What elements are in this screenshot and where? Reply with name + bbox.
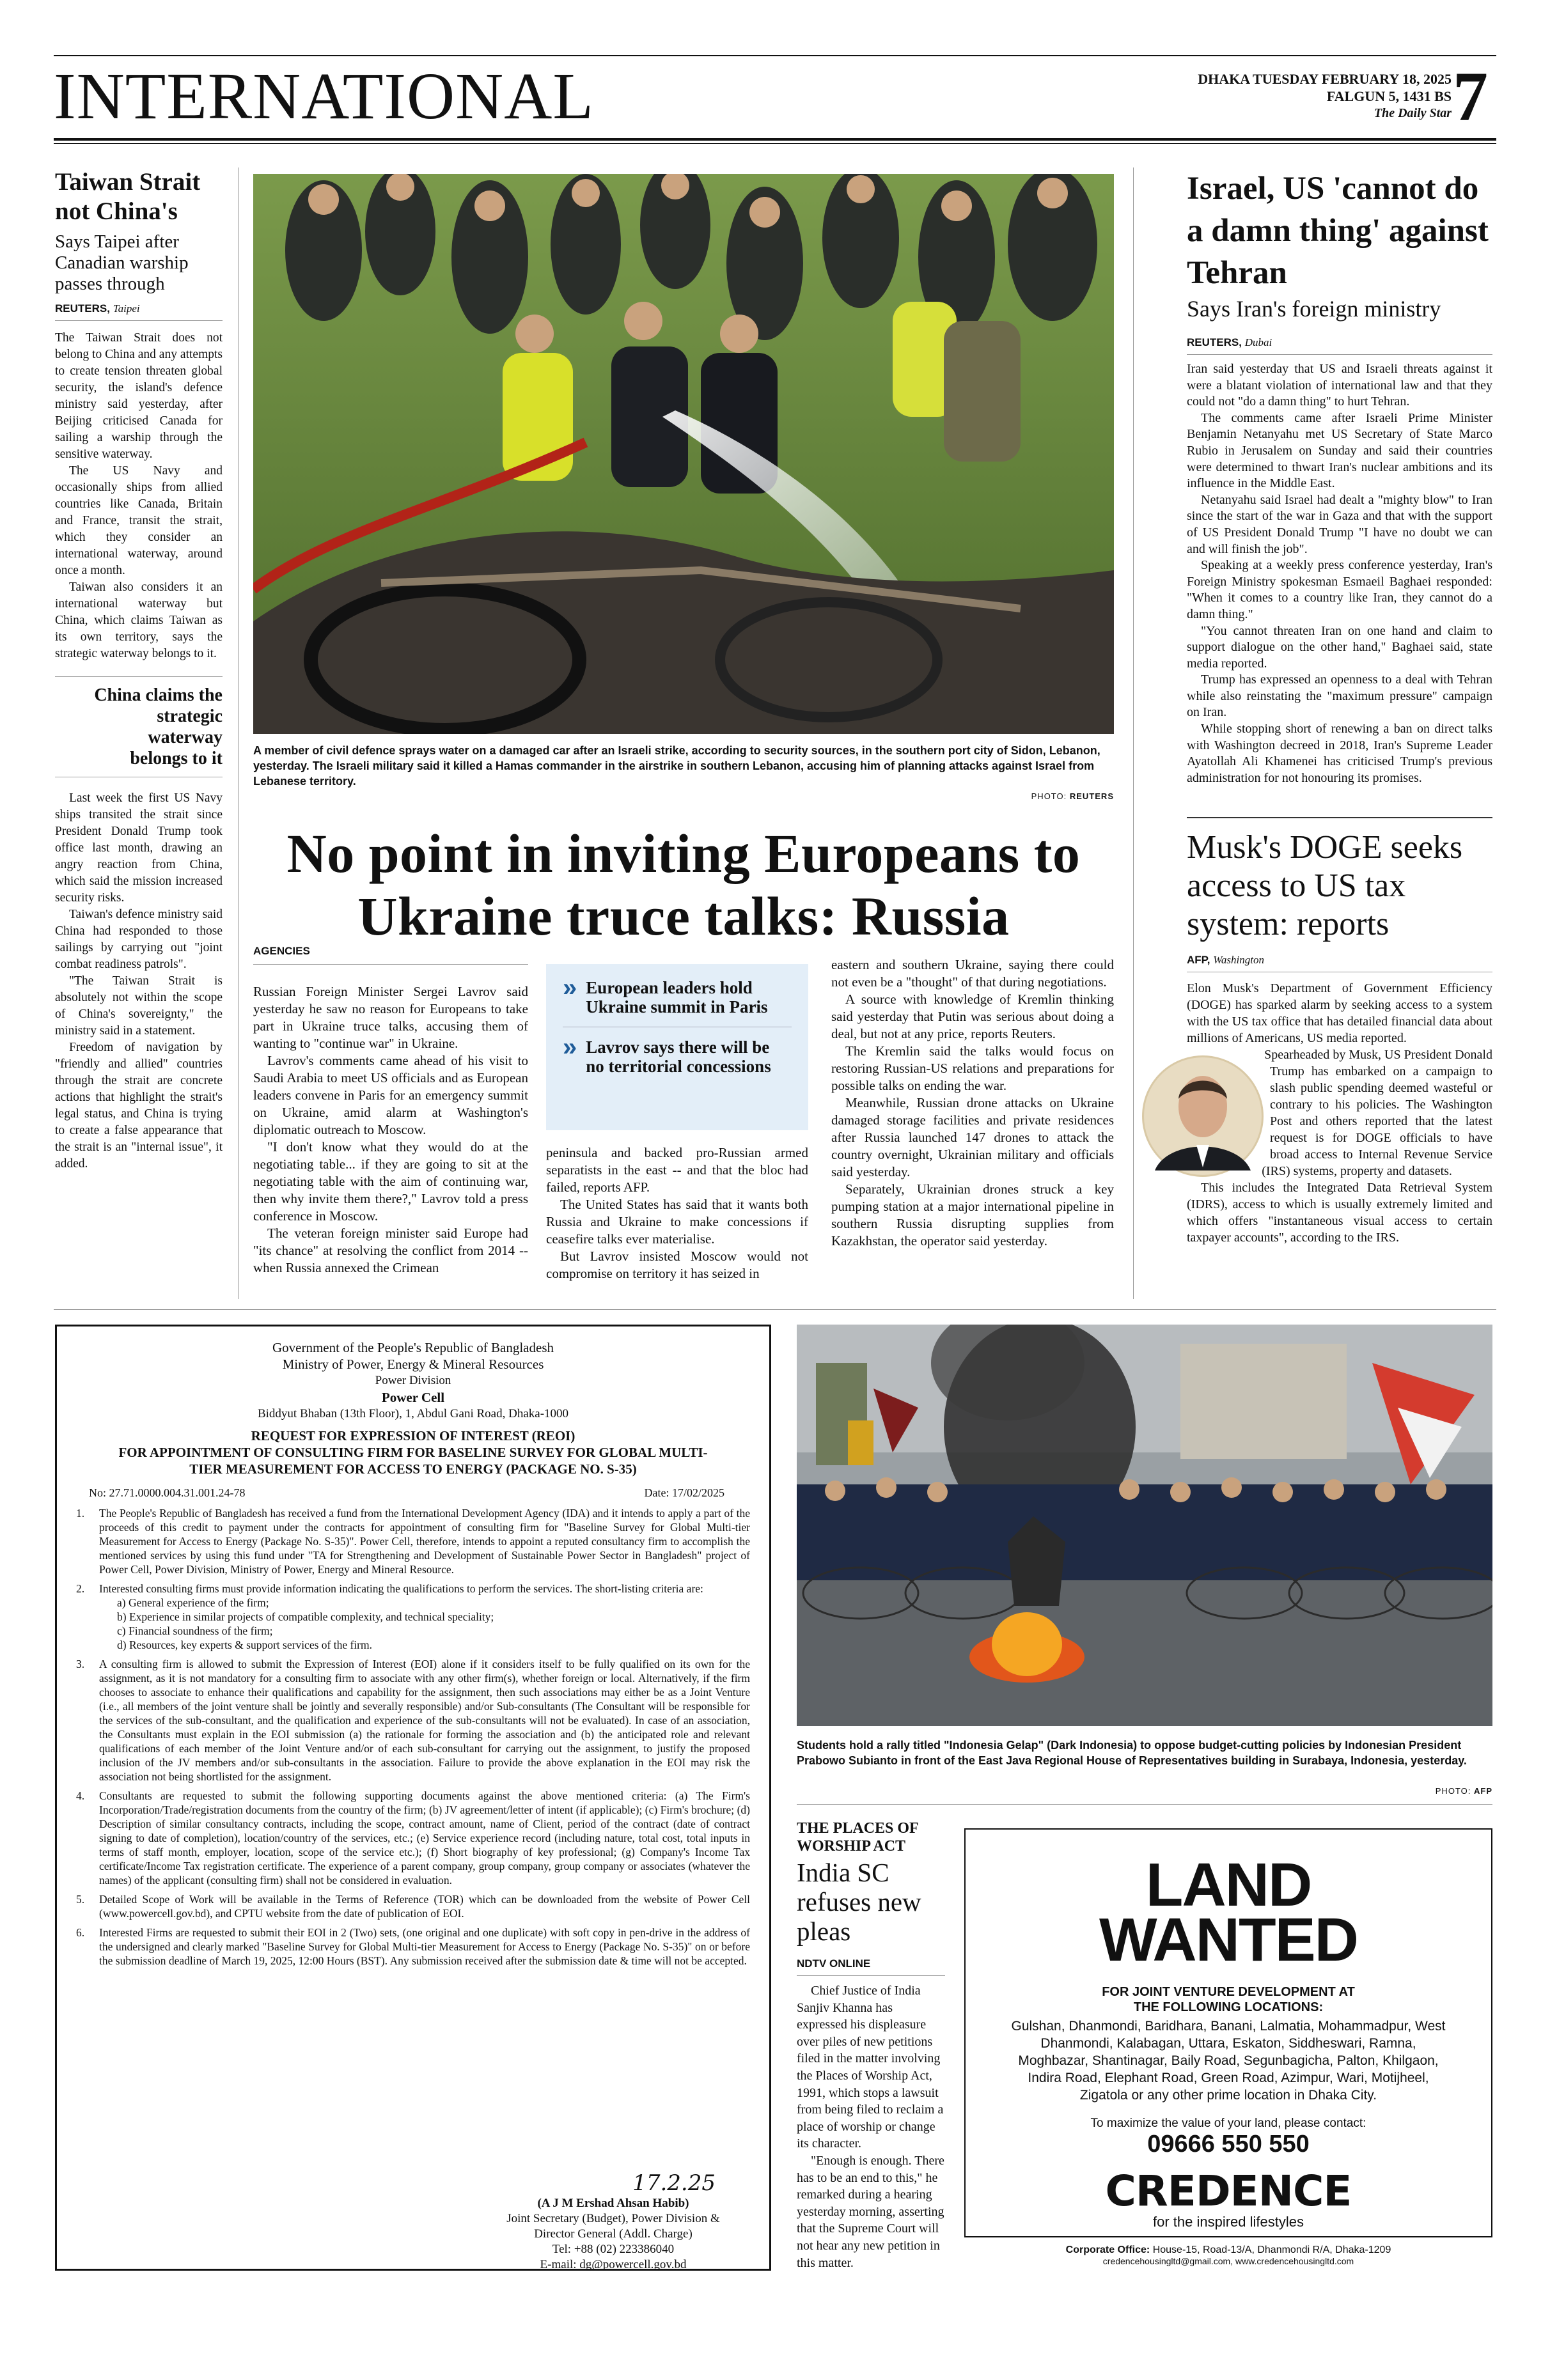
highlight-2: Lavrov says there will be no territorial concessions xyxy=(586,1038,771,1076)
signer-tel: Tel: +88 (02) 223386040 xyxy=(552,2243,675,2256)
dateline: DHAKA TUESDAY FEBRUARY 18, 2025 xyxy=(1198,71,1452,87)
ukraine-headline: No point in inviting Europeans to Ukraine truce talks: Russia xyxy=(286,823,1081,947)
ukraine-c2-p1: peninsula and backed pro-Russian armed separatists in the east -- and that the bloc had failed, reports AFP. xyxy=(546,1145,808,1195)
lebanon-photo-illustration xyxy=(253,174,1114,734)
india-story xyxy=(797,1819,945,2271)
ukraine-c1-p2: Lavrov's comments came ahead of his visit to Saudi Arabia to meet US officials and as European leaders convene in Paris for an emergency summit on Ukraine, amid alarm at Washington's diplomatic outreach to Moscow. xyxy=(253,1053,528,1137)
land-locations: Gulshan, Dhanmondi, Baridhara, Banani, Lalmatia, Mohammadpur, West Dhanmondi, Kalabagan, Uttara, Eskaton, Siddheswari, Ramna, Moghbazar, Shantinagar, Baily Road, Segunbagicha, Palton, Khilgaon, Indira Road, Elephant Road, Green Road, Azimpur, Wari, Motijheel, Zigatola or any other prime location in Dhaka City. xyxy=(1011,2019,1446,2103)
tender-item-1: The People's Republic of Bangladesh has received a fund from the International Development Agency (IDA) and it intends to apply a part of the proceeds of this credit to payment under the contracts for appointment of consulting firm for "Baseline Survey for Global Multi-tier Measurement for Access to Energy (Package No. S-35)". Power Cell, therefore, intends to appoint a reputed consultancy firm to accomplish the mentioned services by using this fund under "TA for Strengthening and Development of Sustainable Power Sector in Bangladesh" project of Power Cell, Power Division, Ministry of Power, Energy and Mineral Resource. xyxy=(99,1507,750,1576)
lebanon-photo xyxy=(253,174,1114,734)
paper-logo: The Daily Star xyxy=(1374,106,1452,120)
musk-p2: Spearheaded by Musk, US President Donald Trump has embarked on a campaign to slash public spending deemed wasteful or contrary to his policies. The Washington Post and others reported that the latest request is for DOGE officials to have broad access to Internal Revenue Service (IRS) systems, property and datasets. xyxy=(1262,1048,1492,1178)
ukraine-c3-p1: eastern and southern Ukraine, saying there could not even be a "thought" of that during negotiations. xyxy=(831,957,1114,990)
ukraine-c1-p3: "I don't know what they would do at the negotiating table... if they are going to sit at the negotiating table with the aim of continuing war, then why invite them there?," Lavrov told a press conference in Moscow. xyxy=(253,1139,528,1224)
tender-division: Power Division xyxy=(375,1374,451,1387)
israel-p1: Iran said yesterday that US and Israeli threats against it were a blatant violation of international law and that they could not "do a damn thing" to hurt Tehran. xyxy=(1187,362,1492,409)
musk-headline: Musk's DOGE seeks access to US tax system: reports xyxy=(1187,829,1463,942)
musk-p1: Elon Musk's Department of Government Efficiency (DOGE) has sparked alarm by seeking access to a system with the US tax office that has detailed financial data about millions of Americans, US media reported. xyxy=(1187,981,1492,1045)
israel-p7: While stopping short of renewing a ban on direct talks with Washington decreed in 2018, Iran's Supreme Leader Ayatollah Ali Khamenei has criticised Trump's previous administration for not honouring its promises. xyxy=(1187,722,1492,785)
tender-address: Biddyut Bhaban (13th Floor), 1, Abdul Gani Road, Dhaka-1000 xyxy=(257,1407,569,1420)
ukraine-agency: AGENCIES xyxy=(253,945,310,957)
signature: 17.2.25 xyxy=(632,2170,716,2196)
highlight-marker-icon: » xyxy=(563,1033,577,1061)
land-wanted-ad xyxy=(964,1828,1492,2266)
tender-notice xyxy=(55,1325,771,2271)
highlight-1: European leaders hold Ukraine summit in Paris xyxy=(586,978,768,1016)
land-title: LAND xyxy=(1145,1851,1311,1919)
india-p1: Chief Justice of India Sanjiv Khanna has expressed his displeasure over piles of new petitions filed in the matter involving the Places of Worship Act, 1991, which stops a lawsuit from being filed to reclaim a place of worship or change its character. xyxy=(797,1984,944,2151)
tender-item-num: 5. xyxy=(76,1893,85,1906)
musk-city: Washington xyxy=(1213,954,1264,966)
section-title: INTERNATIONAL xyxy=(54,59,594,133)
ukraine-highlights xyxy=(546,964,808,1130)
page-number: 7 xyxy=(1453,58,1488,136)
lebanon-credit: REUTERS xyxy=(1069,791,1114,801)
taiwan-subhead: Says Taipei after Canadian warship passes through xyxy=(55,231,189,294)
india-agency: NDTV ONLINE xyxy=(797,1957,871,1970)
credence-logo: CREDENCE xyxy=(1105,2166,1352,2216)
highlight-marker-icon: » xyxy=(563,974,577,1002)
israel-p5: "You cannot threaten Iran on one hand and claim to support dialogue on the other hand," Baghaei said, state media reported. xyxy=(1187,623,1492,671)
india-p2: "Enough is enough. There has to be an end to this," he remarked during a hearing yesterday morning, asserting that the Supreme Court will not hear any new petition in this matter. xyxy=(797,2153,944,2270)
tender-item-num: 6. xyxy=(76,1926,85,1939)
criteria-b: b) Experience in similar projects of compatible complexity, and technical speciality; xyxy=(117,1610,494,1623)
tender-item-num: 3. xyxy=(76,1658,85,1670)
taiwan-p2: The US Navy and occasionally ships from allied countries like Canada, Britain and France, transit the strait, which they consider an international waterway, around once a month. xyxy=(55,464,223,577)
israel-city: Dubai xyxy=(1244,336,1272,348)
signer-email: E-mail: dg@powercell.gov.bd xyxy=(540,2258,687,2271)
tender-item-num: 1. xyxy=(76,1507,85,1520)
israel-p4: Speaking at a weekly press conference yesterday, Iran's Foreign Ministry spokesman Esmaeil Baghaei responded: "When it comes to a country like Iran, they cannot do a damn thing." xyxy=(1187,558,1492,621)
musk-p3: This includes the Integrated Data Retrieval System (IDRS), access to which is usually extremely limited and which offers "instantaneous visual access to certain taxpayer accounts", according to the IRS. xyxy=(1187,1181,1492,1245)
wanted-title: WANTED xyxy=(1099,1906,1358,1974)
tender-ministry: Ministry of Power, Energy & Mineral Resources xyxy=(282,1357,544,1372)
taiwan-pullquote: China claims the strategic waterway belongs to it xyxy=(94,685,223,768)
land-cta: To maximize the value of your land, please contact: xyxy=(1090,2117,1366,2130)
tender-item-num: 4. xyxy=(76,1789,85,1802)
taiwan-p5: Taiwan's defence ministry said China had responded to those sailings by carrying out "joint combat readiness patrols". xyxy=(55,908,223,971)
taiwan-p6: "The Taiwan Strait is absolutely not within the scope of China's sovereignty," the ministry said in a statement. xyxy=(55,974,223,1038)
signer-title1: Joint Secretary (Budget), Power Division & xyxy=(506,2212,720,2225)
land-web: credencehousingltd@gmail.com, www.credencehousingltd.com xyxy=(1102,2256,1354,2266)
land-phone: 09666 550 550 xyxy=(1147,2131,1310,2158)
tender-title2: FOR APPOINTMENT OF CONSULTING FIRM FOR BASELINE SURVEY FOR GLOBAL MULTI-TIER MEASUREMENT FOR ACCESS TO ENERGY (PACKAGE NO. S-35) xyxy=(118,1445,708,1477)
israel-p6: Trump has expressed an openness to a deal with Tehran while also reinstating the "maximum pressure" campaign on Iran. xyxy=(1187,673,1492,720)
tender-item-2: Interested consulting firms must provide information indicating the qualifications to perform the services. The short-listing criteria are: xyxy=(99,1582,703,1595)
musk-portrait xyxy=(1142,1049,1264,1183)
signer-title2: Director General (Addl. Charge) xyxy=(534,2227,693,2241)
tender-item-6: Interested Firms are requested to submit their EOI in 2 (Two) sets, (one original and one duplicate) with soft copy in pen-drive in the address of the undersigned and clearly marked "Baseline Survey for Global Multi-tier Measurement for Access to Energy (Package No. S-35)" on or before the submission deadline of March 19, 2025, 12:00 Hours (BST). Any submission received after the submission date & time will not be accepted. xyxy=(99,1926,750,1967)
ukraine-c3-p2: A source with knowledge of Kremlin thinking said yesterday that Putin was serious about doing a deal, but not at any price, reports Reuters. xyxy=(831,992,1114,1041)
taiwan-p7: Freedom of navigation by "friendly and allied" countries through the strait are concrete actions that highlight the strait's legal status, and China is trying to create a false appearance that the strait is an "internal issue", it added. xyxy=(55,1041,223,1171)
israel-headline: Israel, US 'cannot do a damn thing' against Tehran xyxy=(1187,171,1489,291)
tender-gov: Government of the People's Republic of Bangladesh xyxy=(272,1340,554,1355)
criteria-c: c) Financial soundness of the firm; xyxy=(117,1624,273,1637)
indonesia-photo-illustration xyxy=(797,1325,1492,1726)
tender-item-3: A consulting firm is allowed to submit the Expression of Interest (EOI) alone if it considers itself to be fully qualified on its own for the assignment, as it is not mandatory for a consulting firm to associate with any other firm(s), whether foreign or local. Alternatively, if the firm chooses to associate to enhance their qualifications and capability for the assignment, then such associations may either be as a Joint Venture (i.e., all members of the joint venture shall be jointly and severally responsible) and/or Sub-consultants (The Consultant will be responsible for the services of the sub-consultant, and the qualification and experience of the sub-consultants will not be evaluated). In case of an association, the Consultants must explain in the EOI submission (a) the rationale for forming the association and (b) the anticipated role and relevant qualifications of each member of the Joint Venture and/or of each sub-consultant for carrying out the assignment, to justify the proposed inclusion of the JV members and/or sub-consultants in the association. Failure to provide the above explanation in the EOI may risk the association not being shortlisted for the assignment. xyxy=(99,1658,750,1783)
tender-cell: Power Cell xyxy=(381,1390,445,1405)
ukraine-c1-p4: The veteran foreign minister said Europe had "its chance" at resolving the conflict from 2014 -- when Russia annexed the Crimean xyxy=(253,1225,528,1275)
musk-story xyxy=(1187,828,1492,1246)
musk-agency: AFP, xyxy=(1187,954,1210,966)
taiwan-p1: The Taiwan Strait does not belong to China and any attempts to create tension threaten global security, the island's defence ministry said yesterday, after Beijing criticised Canada for sailing a warship through the sensitive waterway. xyxy=(55,331,223,461)
indonesia-caption: Students hold a rally titled "Indonesia Gelap" (Dark Indonesia) to oppose budget-cutting policies by Indonesian President Prabowo Subianto in front of the East Java Regional House of Representatives building in Surabaya, Indonesia, yesterday. xyxy=(797,1739,1467,1767)
land-tagline: for the inspired lifestyles xyxy=(1153,2214,1304,2230)
lebanon-credit-label: PHOTO: xyxy=(1031,791,1067,801)
india-kicker: THE PLACES OF WORSHIP ACT xyxy=(797,1820,918,1855)
taiwan-city: Taipei xyxy=(113,302,140,315)
signer-name: (A J M Ershad Ahsan Habib) xyxy=(537,2197,689,2210)
israel-subhead: Says Iran's foreign ministry xyxy=(1187,296,1441,322)
tender-date: Date: 17/02/2025 xyxy=(644,1486,724,1499)
taiwan-story xyxy=(55,167,223,1172)
israel-story xyxy=(1187,167,1492,786)
taiwan-headline: Taiwan Strait not China's xyxy=(55,168,201,225)
tender-ref: No: 27.71.0000.004.31.001.24-78 xyxy=(89,1486,246,1499)
ukraine-c3-p4: Meanwhile, Russian drone attacks on Ukraine damaged storage facilities and private residences after Russia launched 147 drones to attack the country overnight, Ukrainian military and officials said yesterday. xyxy=(831,1095,1114,1179)
israel-agency: REUTERS, xyxy=(1187,336,1242,348)
tender-title1: REQUEST FOR EXPRESSION OF INTEREST (REOI) xyxy=(251,1428,575,1443)
criteria-a: a) General experience of the firm; xyxy=(117,1596,269,1609)
ukraine-c2-p3: But Lavrov insisted Moscow would not compromise on territory it has seized in xyxy=(546,1248,808,1281)
india-headline: India SC refuses new pleas xyxy=(797,1858,921,1946)
israel-p3: Netanyahu said Israel had dealt a "mighty blow" to Iran since the start of the war in Gaza and that with the support of US President Donald Trump "I have no doubt we can and will finish the job". xyxy=(1187,492,1492,556)
office-label: Corporate Office: xyxy=(1065,2244,1150,2255)
israel-p2: The comments came after Israeli Prime Minister Benjamin Netanyahu met US Secretary of State Marco Rubio in Jerusalem on Sunday and said their countries were determined to thwart Iran's nuclear ambitions and its influence in the Middle East. xyxy=(1187,410,1492,491)
tender-item-4: Consultants are requested to submit the following supporting documents against the above mentioned criteria: (a) The Firm's Incorporation/Trade/registration documents from the country of the firm; (b) JV agreement/letter of intent (if applicable); (c) Firm's brochure; (d) Description of similar consultancy contracts, including the scope, contract amount, name of Client, period of the contract (date of contract signing to date of completion), location/country of the services, etc.; (e) Service experience record (including nature, total cost, total inputs in terms of staff month, employer, location, scope of the service etc.); (f) Short biography of key professional; (g) Company's Income Tax certificate/Income Tax registration certificate. The experience of a parent company, group company, group company or associates (whatever the names) of the applicant (consulting firm) shall not be considered in evaluation. xyxy=(99,1789,750,1886)
land-sub2: THE FOLLOWING LOCATIONS: xyxy=(1133,2000,1324,2014)
tender-item-5: Detailed Scope of Work will be available in the Terms of Reference (TOR) which can be downloaded from the website of Power Cell (www.powercell.gov.bd), and CPTU website from the date of publication of EOI. xyxy=(99,1893,750,1920)
ukraine-c2-p2: The United States has said that it wants both Russia and Ukraine to make concessions if ceasefire talks ever materialise. xyxy=(546,1197,808,1247)
taiwan-p4: Last week the first US Navy ships transited the strait since President Donald Trump took office last month, drawing an angry reaction from China, which said the mission increased security risks. xyxy=(55,791,223,905)
indonesia-credit-label: PHOTO: xyxy=(1435,1786,1471,1796)
ukraine-c3-p3: The Kremlin said the talks would focus on restoring Russian-US relations and preparations for possible talks on ending the war. xyxy=(831,1043,1114,1093)
ukraine-c1-p1: Russian Foreign Minister Sergei Lavrov said yesterday he saw no reason for Europeans to take part in Ukraine truce talks, accusing them of wanting to "continue war" in Ukraine. xyxy=(253,984,528,1051)
indonesia-photo xyxy=(797,1325,1492,1726)
lebanon-caption: A member of civil defence sprays water on a damaged car after an Israeli strike, according to security sources, in the southern port city of Sidon, Lebanon, yesterday. The Israeli military said it killed a Hamas commander in the airstrike in southern Lebanon, accusing him of planning attacks against Israel from Lebanese territory. xyxy=(253,744,1100,788)
indonesia-credit: AFP xyxy=(1474,1786,1492,1796)
tender-item-num: 2. xyxy=(76,1582,85,1595)
bangla-date: FALGUN 5, 1431 BS xyxy=(1326,88,1452,104)
land-sub1: FOR JOINT VENTURE DEVELOPMENT AT xyxy=(1102,1985,1355,1999)
ukraine-c3-p5: Separately, Ukrainian drones struck a key pumping station at a major international pipeline in southern Russia disrupting supplies from Kazakhstan, the operator said yesterday. xyxy=(831,1181,1114,1248)
taiwan-agency: REUTERS, xyxy=(55,302,110,315)
taiwan-p3: Taiwan also considers it an international waterway but China, which claims Taiwan as its own territory, says the strategic waterway belongs to it. xyxy=(55,580,223,660)
office-address: House-15, Road-13/A, Dhanmondi R/A, Dhaka-1209 xyxy=(1152,2244,1391,2255)
criteria-d: d) Resources, key experts & support services of the firm. xyxy=(117,1638,372,1651)
